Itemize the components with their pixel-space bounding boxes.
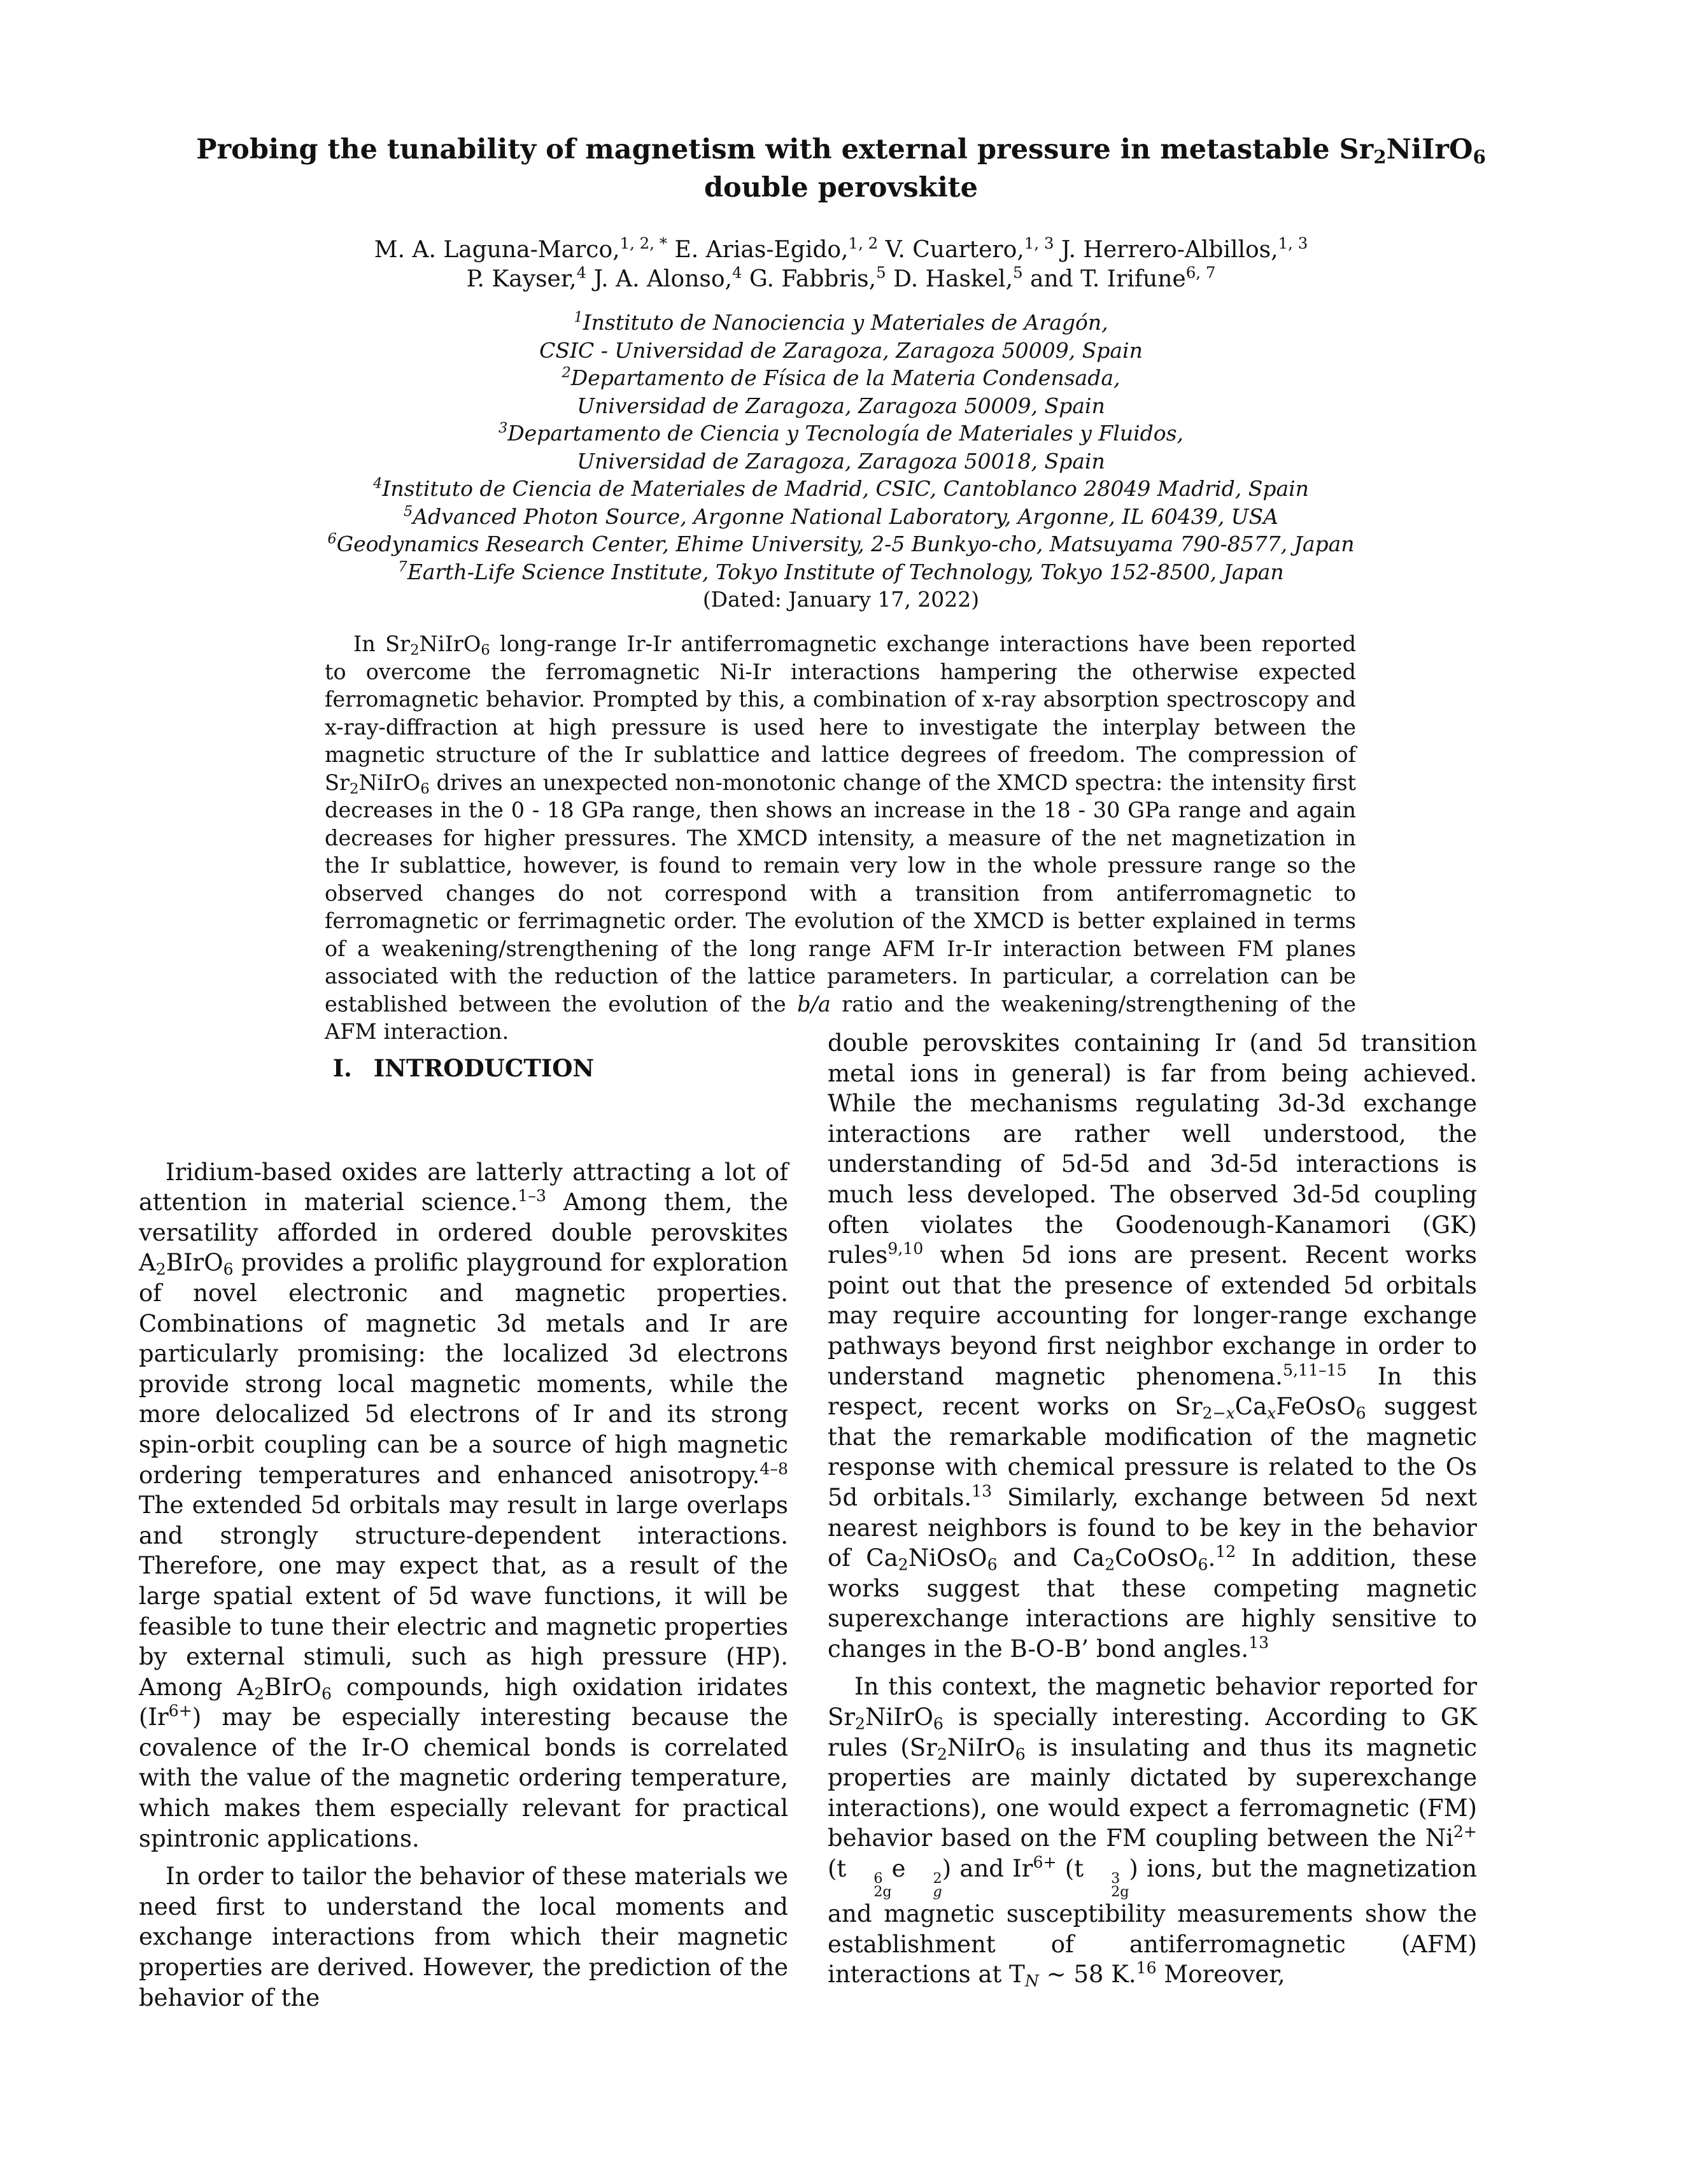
affiliation: Universidad de Zaragoza, Zaragoza 50009, Spain	[577, 393, 1105, 418]
author-line-1: M. A. Laguna-Marco,$^{1, 2, *}$ E. Arias-Egido,$^{1, 2}$ V. Cuartero,$^{1, 3}$ J. Herrero-Albillos,$^{1, 3}$	[374, 234, 1308, 263]
affiliation: $^1$Instituto de Nanociencia y Materiales de Aragón,	[574, 309, 1108, 335]
author: V. Cuartero,	[885, 237, 1024, 263]
author-line-2: P. Kayser,$^4$ J. A. Alonso,$^4$ G. Fabbris,$^5$ D. Haskel,$^5$ and T. Irifune$^{6, 7}$	[466, 263, 1216, 292]
author: J. A. Alonso,	[593, 266, 732, 292]
affiliations	[115, 309, 1567, 614]
affiliation: Universidad de Zaragoza, Zaragoza 50018, Spain	[577, 448, 1105, 474]
title-text: Probing the tunability of magnetism with external pressure in metastable Sr	[196, 134, 1374, 166]
abstract	[325, 630, 1356, 1046]
affiliation: $^4$Instituto de Ciencia de Materiales de Madrid, CSIC, Cantoblanco 28049 Madrid, Spain	[373, 475, 1309, 501]
citation[interactable]: 13	[1248, 1633, 1269, 1652]
date-line: (Dated: January 17, 2022)	[702, 587, 980, 612]
author-list	[115, 236, 1567, 294]
author: J. Herrero-Albillos,	[1061, 237, 1278, 263]
section-heading: I. INTRODUCTION	[332, 1054, 595, 1082]
affiliation: $^5$Advanced Photon Source, Argonne National Laboratory, Argonne, IL 60439, USA	[404, 503, 1278, 529]
author: P. Kayser,	[466, 266, 577, 292]
affiliation: $^7$Earth-Life Science Institute, Tokyo Institute of Technology, Tokyo 152-8500, Japan	[398, 558, 1284, 584]
author: M. A. Laguna-Marco,	[374, 237, 620, 263]
citation[interactable]: 5,11–15	[1282, 1360, 1347, 1379]
affiliation: $^2$Departamento de Física de la Materia Condensada,	[562, 364, 1120, 390]
citation[interactable]: 9,10	[887, 1239, 924, 1258]
citation[interactable]: 12	[1215, 1542, 1236, 1561]
body-paragraph: In this context, the magnetic behavior reported for $Sr_2NiIrO_6$ is specially interesting. According to GK rules ($Sr_2NiIrO_6$ is insulating and thus its magnetic properties are mainly dictated by superexchange interactions), one would expect a ferromagnetic (FM) behavior based on the FM coupling between the $Ni^{2+}$ (t 6 2g e 2 g ) and $Ir^{6+}$ (t 3 2g ) ions, but the magnetization and magnetic susceptibility measurements show the establishment of antiferromagnetic (AFM) interactions at $T_N$ ∼ 58 K.$^{16}$ Moreover,	[828, 1673, 1477, 1990]
author: D. Haskel,	[893, 266, 1013, 292]
citation[interactable]: 13	[972, 1482, 993, 1501]
author: E. Arias-Egido,	[674, 237, 849, 263]
title-line-2: double perovskite	[703, 172, 979, 204]
affiliation: $^3$Departamento de Ciencia y Tecnología de Materiales y Fluidos,	[498, 419, 1184, 446]
affiliation: $^6$Geodynamics Research Center, Ehime University, 2-5 Bunkyo-cho, Matsuyama 790-8577, Japan	[327, 530, 1355, 556]
citation[interactable]: 16	[1136, 1959, 1157, 1978]
author: G. Fabbris,	[749, 266, 877, 292]
body-paragraph: Iridium-based oxides are latterly attracting a lot of attention in material science.$^{1-3}$ Among them, the versatility afforded in ordered double perovskites $A_2BIrO_6$ provides a prolific playground for exploration of novel electronic and magnetic properties. Combinations of magnetic 3d metals and Ir are particularly promising: the localized 3d electrons provide strong local magnetic moments, while the more delocalized 5d electrons of Ir and its strong spin-orbit coupling can be a source of high magnetic ordering temperatures and enhanced anisotropy.$^{4-8}$ The extended 5d orbitals may result in large overlaps and strongly structure-dependent interactions. Therefore, one may expect that, as a result of the large spatial extent of 5d wave functions, it will be feasible to tune their electric and magnetic properties by external stimuli, such as high pressure (HP). Among $A_2BIrO_6$ compounds, high oxidation iridates $(Ir^{6+})$ may be especially interesting because the covalence of the Ir-O chemical bonds is correlated with the value of the magnetic ordering temperature, which makes them especially relevant for practical spintronic applications.	[139, 1158, 789, 1852]
citation[interactable]: 1–3	[518, 1187, 546, 1206]
right-column	[828, 1028, 1477, 1990]
affiliation: CSIC - Universidad de Zaragoza, Zaragoza 50009, Spain	[539, 337, 1143, 363]
author: and T. Irifune	[1030, 266, 1186, 292]
body-paragraph: In order to tailor the behavior of these materials we need first to understand the local moments and exchange interactions from which their magnetic properties are derived. However, the prediction of the behavior of the	[139, 1863, 788, 2011]
body-paragraph: double perovskites containing Ir (and 5d transition metal ions in general) is far from being achieved. While the mechanisms regulating 3d-3d exchange interactions are rather well understood, the understanding of 5d-5d and 3d-5d interactions is much less developed. The observed 3d-5d coupling often violates the Goodenough-Kanamori (GK) rules$^{9,10}$ when 5d ions are present. Recent works point out that the presence of extended 5d orbitals may require accounting for longer-range exchange pathways beyond first neighbor exchange in order to understand magnetic phenomena.$^{5,11-15}$ In this respect, recent works on $Sr_{2-x}Ca_xFeOsO_6$ suggest that the remarkable modification of the magnetic response with chemical pressure is related to the Os 5d orbitals.$^{13}$ Similarly, exchange between 5d next nearest neighbors is found to be key in the behavior of $Ca_2NiOsO_6$ and $Ca_2CoOsO_6.^{12}$ In addition, these works suggest that these competing magnetic superexchange interactions are highly sensitive to changes in the B-O-B’ bond angles.$^{13}$	[828, 1029, 1477, 1663]
left-column	[139, 1053, 788, 2013]
citation[interactable]: 4–8	[760, 1459, 788, 1478]
paper-title: Probing the tunability of magnetism with external pressure in metastable $Sr_2NiIrO_6$ double perovskite	[196, 134, 1486, 204]
abstract-paragraph: In $Sr_2NiIrO_6$ long-range Ir-Ir antiferromagnetic exchange interactions have been reported to overcome the ferromagnetic Ni-Ir interactions hampering the otherwise expected ferromagnetic behavior. Prompted by this, a combination of x-ray absorption spectroscopy and x-ray-diffraction at high pressure is used here to investigate the interplay between the magnetic structure of the Ir sublattice and lattice degrees of freedom. The compression of $Sr_2NiIrO_6$ drives an unexpected non-monotonic change of the XMCD spectra: the intensity first decreases in the 0 - 18 GPa range, then shows an increase in the 18 - 30 GPa range and again decreases for higher pressures. The XMCD intensity, a measure of the net magnetization in the Ir sublattice, however, is found to remain very low in the whole pressure range so the observed changes do not correspond with a transition from antiferromagnetic to ferromagnetic or ferrimagnetic order. The evolution of the XMCD is better explained in terms of a weakening/strengthening of the long range AFM Ir-Ir interaction between FM planes associated with the reduction of the lattice parameters. In particular, a correlation can be established between the evolution of the b/a ratio and the weakening/strengthening of the AFM interaction.	[325, 631, 1357, 1044]
